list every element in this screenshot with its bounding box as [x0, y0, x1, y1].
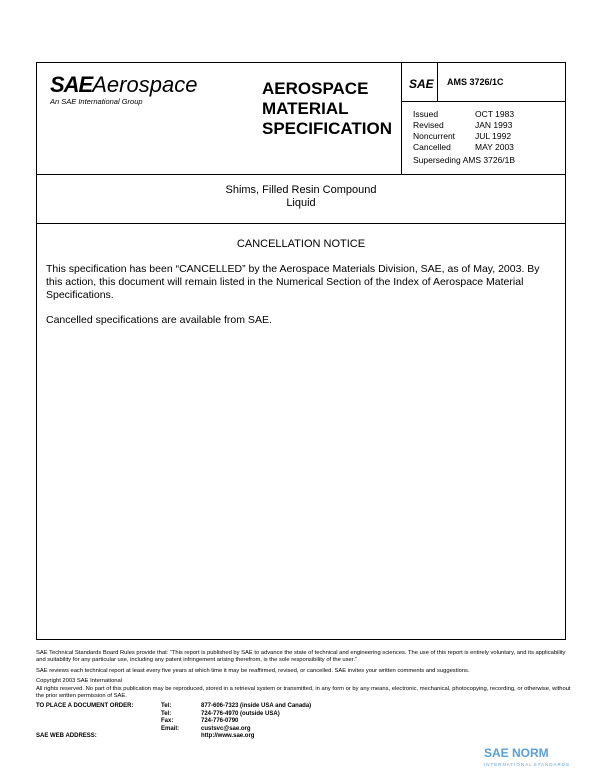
notice-paragraph-2: Cancelled specifications are available from SAE. [46, 314, 272, 326]
document-frame [36, 62, 566, 640]
subject-divider [37, 223, 565, 224]
logo-subtitle: An SAE International Group [50, 97, 143, 106]
notice-title: CANCELLATION NOTICE [236, 238, 366, 250]
sae-aerospace-logo: SAEAerospace An SAE International Group [50, 72, 198, 106]
sae-mark: SAE [409, 77, 434, 91]
document-number: AMS 3726/1C [447, 77, 504, 87]
date-row-cancelled: Cancelled MAY 2003 [413, 142, 514, 152]
header-vertical-divider [401, 63, 402, 174]
header-divider [37, 174, 565, 175]
footer-copyright: Copyright 2003 SAE International [36, 678, 123, 685]
date-row-revised: Revised JAN 1993 [413, 120, 513, 130]
docnum-divider [437, 63, 438, 101]
sae-norm-badge: SAE NORM INTERNATIONAL STANDARDS [484, 746, 570, 767]
footer [36, 650, 576, 740]
docnum-bottom-line [401, 101, 566, 102]
document-type-title: AEROSPACE MATERIAL SPECIFICATION [262, 79, 393, 138]
date-table [413, 109, 514, 153]
footer-rights: All rights reserved. No part of this publication may be reproduced, stored in a retrieval system or transmitted, in any form or by any means, electronic, mechanical, photocopying, recording, or otherwise, without the prior written permission of SAE. [36, 685, 571, 700]
superseding-note: Superseding AMS 3726/1B [413, 155, 516, 165]
notice-body [46, 263, 545, 339]
footer-review: SAE reviews each technical report at least every five years at which time it may be reaffirmed, revised, or cancelled. SAE invites your written comments and suggestions. [36, 667, 470, 674]
footer-rules: SAE Technical Standards Board Rules provide that: “This report is published by SAE to advance the state of technical and engineering sciences. The use of this report is entirely voluntary, and its applicability and suitability for any particular use, including any patent infringement arising therefrom, is the sole responsibility of the user.” [36, 650, 566, 664]
notice-paragraph-1: This specification has been “CANCELLED” by the Aerospace Materials Division, SAE, as of May, 2003. By this action, this document will remain listed in the Numerical Section of the Index of Aerospace Material Specifications. [46, 263, 540, 301]
date-row-noncurrent: Noncurrent JUL 1992 [413, 131, 512, 141]
date-row-issued: Issued OCT 1983 [413, 109, 515, 119]
web-address-link[interactable]: http://www.sae.org [201, 733, 255, 740]
document-subject: Shims, Filled Resin Compound Liquid [225, 184, 377, 209]
order-contacts: TO PLACE A DOCUMENT ORDER: Tel: 877-606-7323 (inside USA and Canada) Tel: 724-776-4970 (outside USA) Fax: 724-776-0790 Email: custsvc@sae.org SAE WEB ADDRESS: http://www.sae.org [36, 703, 576, 740]
